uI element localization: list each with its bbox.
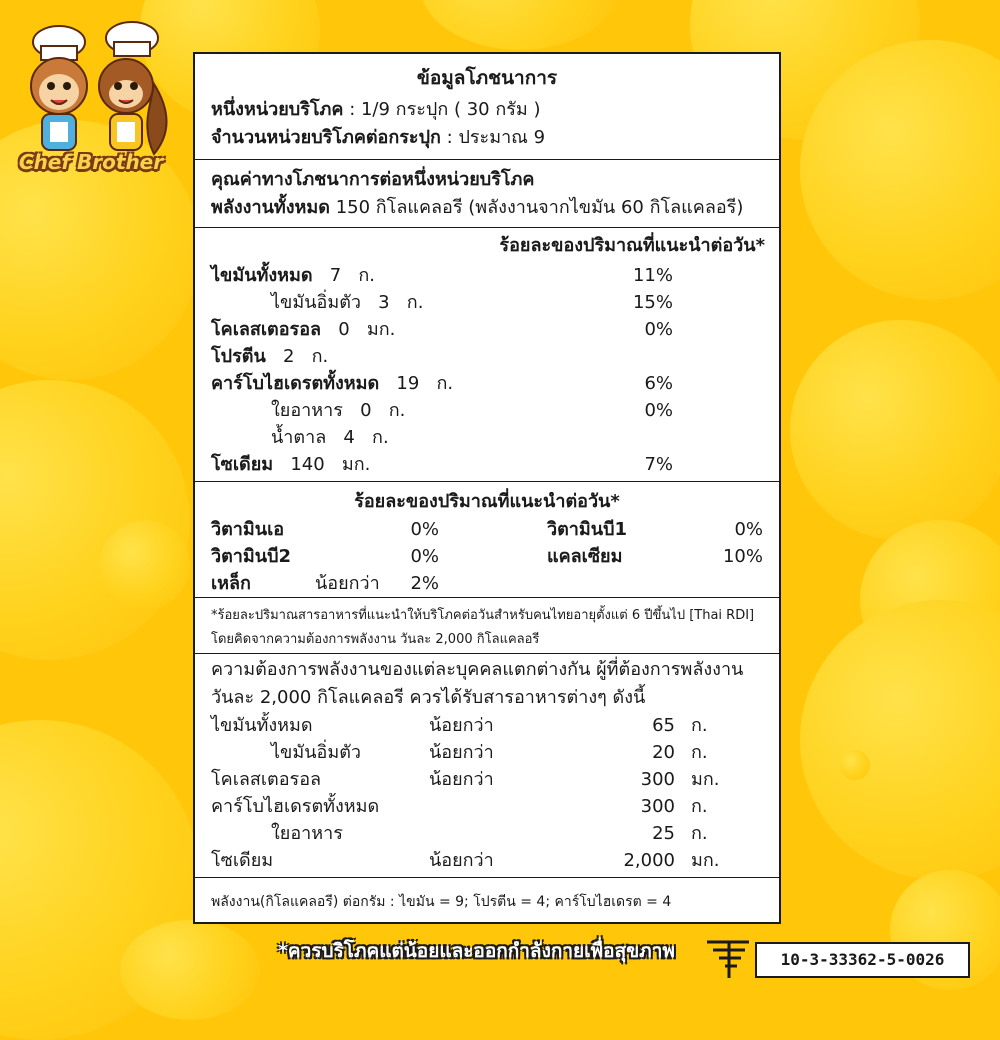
energy-section: [195, 160, 779, 228]
vitamin-name: แคลเซียม: [547, 546, 623, 567]
dv-heading: ร้อยละของปริมาณที่แนะนำต่อวัน*: [499, 235, 765, 256]
serving-section: [195, 54, 779, 160]
nutrient-row: [271, 399, 405, 423]
nutrient-row: [211, 264, 375, 288]
need-name: ใยอาหาร: [271, 823, 343, 844]
need-amount: 2,000: [623, 850, 675, 871]
needs-intro-line: ความต้องการพลังงานของแต่ละบุคคลแตกต่างกัน ผู้ที่ต้องการพลังงาน: [211, 659, 744, 680]
background-bubble: [100, 520, 190, 610]
footnote-section: [195, 598, 779, 654]
energy-value: 150 กิโลแคลอรี (พลังงานจากไขมัน 60 กิโลแคลอรี): [335, 197, 744, 218]
nutrient-unit: ก.: [436, 373, 454, 394]
vitamin-percent: 10%: [722, 546, 763, 567]
footnote-line: โดยคิดจากความต้องการพลังงาน วันละ 2,000 กิโลแคลอรี: [211, 632, 540, 647]
vitamin-percent: 0%: [410, 519, 439, 540]
need-unit: ก.: [691, 742, 708, 763]
nutrient-name: คาร์โบไฮเดรตทั้งหมด: [211, 373, 380, 394]
vitamin-name: วิตามินบี1: [547, 519, 628, 540]
nutrient-percent: 15%: [632, 292, 673, 313]
nutrient-percent: 11%: [632, 265, 673, 286]
nutrient-row: [271, 426, 389, 450]
background-bubble: [840, 750, 870, 780]
health-advice-banner: *ควรบริโภคแต่น้อยและออกกำลังกายเพื่อสุขภาพ: [278, 940, 675, 962]
vitamin-percent: 0%: [410, 546, 439, 567]
nutrient-unit: มก.: [366, 319, 396, 340]
need-qualifier: น้อยกว่า: [429, 850, 494, 871]
nutrient-name: โคเลสเตอรอล: [211, 319, 322, 340]
per-serving-heading: คุณค่าทางโภชนาการต่อหนึ่งหน่วยบริโภค: [211, 169, 535, 190]
footnote-line: *ร้อยละปริมาณสารอาหารที่แนะนำให้บริโภคต่อวันสำหรับคนไทยอายุตั้งแต่ 6 ปีขึ้นไป [Thai RDI]: [211, 608, 755, 623]
nutrient-amount: 4: [343, 427, 355, 448]
vitamins-heading: ร้อยละของปริมาณที่แนะนำต่อวัน*: [354, 491, 620, 512]
nutrient-percent: 6%: [644, 373, 673, 394]
need-amount: 20: [652, 742, 675, 763]
vitamin-qualifier: น้อยกว่า: [315, 573, 380, 594]
nutrient-amount: 140: [290, 454, 325, 475]
vitamin-name: วิตามินเอ: [211, 519, 285, 540]
need-qualifier: น้อยกว่า: [429, 715, 494, 736]
serving-size-row: [211, 98, 541, 122]
nutrient-name: ไขมันทั้งหมด: [211, 265, 313, 286]
energy-row: [211, 196, 743, 220]
nutrient-amount: 0: [360, 400, 372, 421]
nutrient-row: [211, 453, 370, 477]
nutrient-amount: 19: [396, 373, 420, 394]
nutrient-row: [211, 372, 453, 396]
vitamins-section: [195, 482, 779, 598]
vitamin-name: เหล็ก: [211, 573, 251, 594]
need-qualifier: น้อยกว่า: [429, 742, 494, 763]
need-unit: ก.: [691, 715, 708, 736]
nutrition-facts-panel: [193, 52, 781, 924]
background-bubble: [790, 320, 1000, 540]
nutrient-name: โซเดียม: [211, 454, 274, 475]
vitamin-name: วิตามินบี2: [211, 546, 292, 567]
need-unit: มก.: [691, 850, 720, 871]
nutrient-percent: 0%: [644, 400, 673, 421]
nutrient-name: โปรตีน: [211, 346, 266, 367]
background-bubble: [0, 380, 190, 660]
needs-intro-line: วันละ 2,000 กิโลแคลอรี ควรได้รับสารอาหารต่างๆ ดังนี้: [211, 687, 646, 708]
nutrient-name: ใยอาหาร: [271, 400, 343, 421]
need-unit: มก.: [691, 769, 720, 790]
need-amount: 300: [640, 769, 675, 790]
nutrient-row: [211, 318, 395, 342]
background-bubble: [800, 600, 1000, 880]
nutrients-section: [195, 228, 779, 482]
nutrient-amount: 7: [329, 265, 342, 286]
nutrient-name: น้ำตาล: [271, 427, 327, 448]
vitamin-percent: 0%: [734, 519, 763, 540]
need-name: คาร์โบไฮเดรตทั้งหมด: [211, 796, 380, 817]
nutrient-amount: 0: [338, 319, 350, 340]
vitamin-percent: 2%: [410, 573, 439, 594]
nutrient-unit: ก.: [372, 427, 389, 448]
background-bubble: [120, 920, 260, 1020]
label-title: ข้อมูลโภชนาการ: [416, 67, 558, 89]
nutrient-amount: 2: [282, 346, 295, 367]
nutrient-unit: ก.: [406, 292, 424, 313]
servings-value: : ประมาณ 9: [446, 127, 546, 148]
nutrient-amount: 3: [378, 292, 390, 313]
serving-size-value: : 1/9 กระปุก ( 30 กรัม ): [349, 99, 541, 120]
need-unit: ก.: [691, 823, 708, 844]
need-name: ไขมันอิ่มตัว: [271, 742, 361, 763]
need-name: ไขมันทั้งหมด: [211, 715, 313, 736]
servings-label: จำนวนหน่วยบริโภคต่อกระปุก: [211, 127, 441, 148]
need-unit: ก.: [691, 796, 708, 817]
brand-name: Chef Brother: [18, 150, 164, 174]
need-qualifier: น้อยกว่า: [429, 769, 494, 790]
need-name: โคเลสเตอรอล: [211, 769, 322, 790]
nutrient-percent: 7%: [644, 454, 673, 475]
servings-row: [211, 126, 545, 150]
energy-per-gram: พลังงาน(กิโลแคลอรี) ต่อกรัม : ไขมัน = 9; โปรตีน = 4; คาร์โบไฮเดรต = 4: [211, 894, 672, 910]
need-amount: 25: [652, 823, 675, 844]
nutrient-name: ไขมันอิ่มตัว: [271, 292, 361, 313]
nutrient-percent: 0%: [644, 319, 673, 340]
nutrient-row: [211, 345, 328, 369]
nutrient-unit: ก.: [311, 346, 329, 367]
daily-needs-section: [195, 654, 779, 878]
nutrient-unit: ก.: [358, 265, 376, 286]
nutrient-row: [271, 291, 423, 315]
need-name: โซเดียม: [211, 850, 274, 871]
background-bubble: [420, 0, 620, 50]
serving-size-label: หนึ่งหน่วยบริโภค: [211, 99, 344, 120]
nutrient-unit: มก.: [341, 454, 371, 475]
nutrient-unit: ก.: [388, 400, 406, 421]
energy-label: พลังงานทั้งหมด: [211, 197, 330, 218]
need-amount: 300: [640, 796, 675, 817]
fda-logo-icon: [705, 938, 753, 982]
fda-registration-number: 10-3-33362-5-0026: [755, 942, 970, 978]
need-amount: 65: [652, 715, 675, 736]
